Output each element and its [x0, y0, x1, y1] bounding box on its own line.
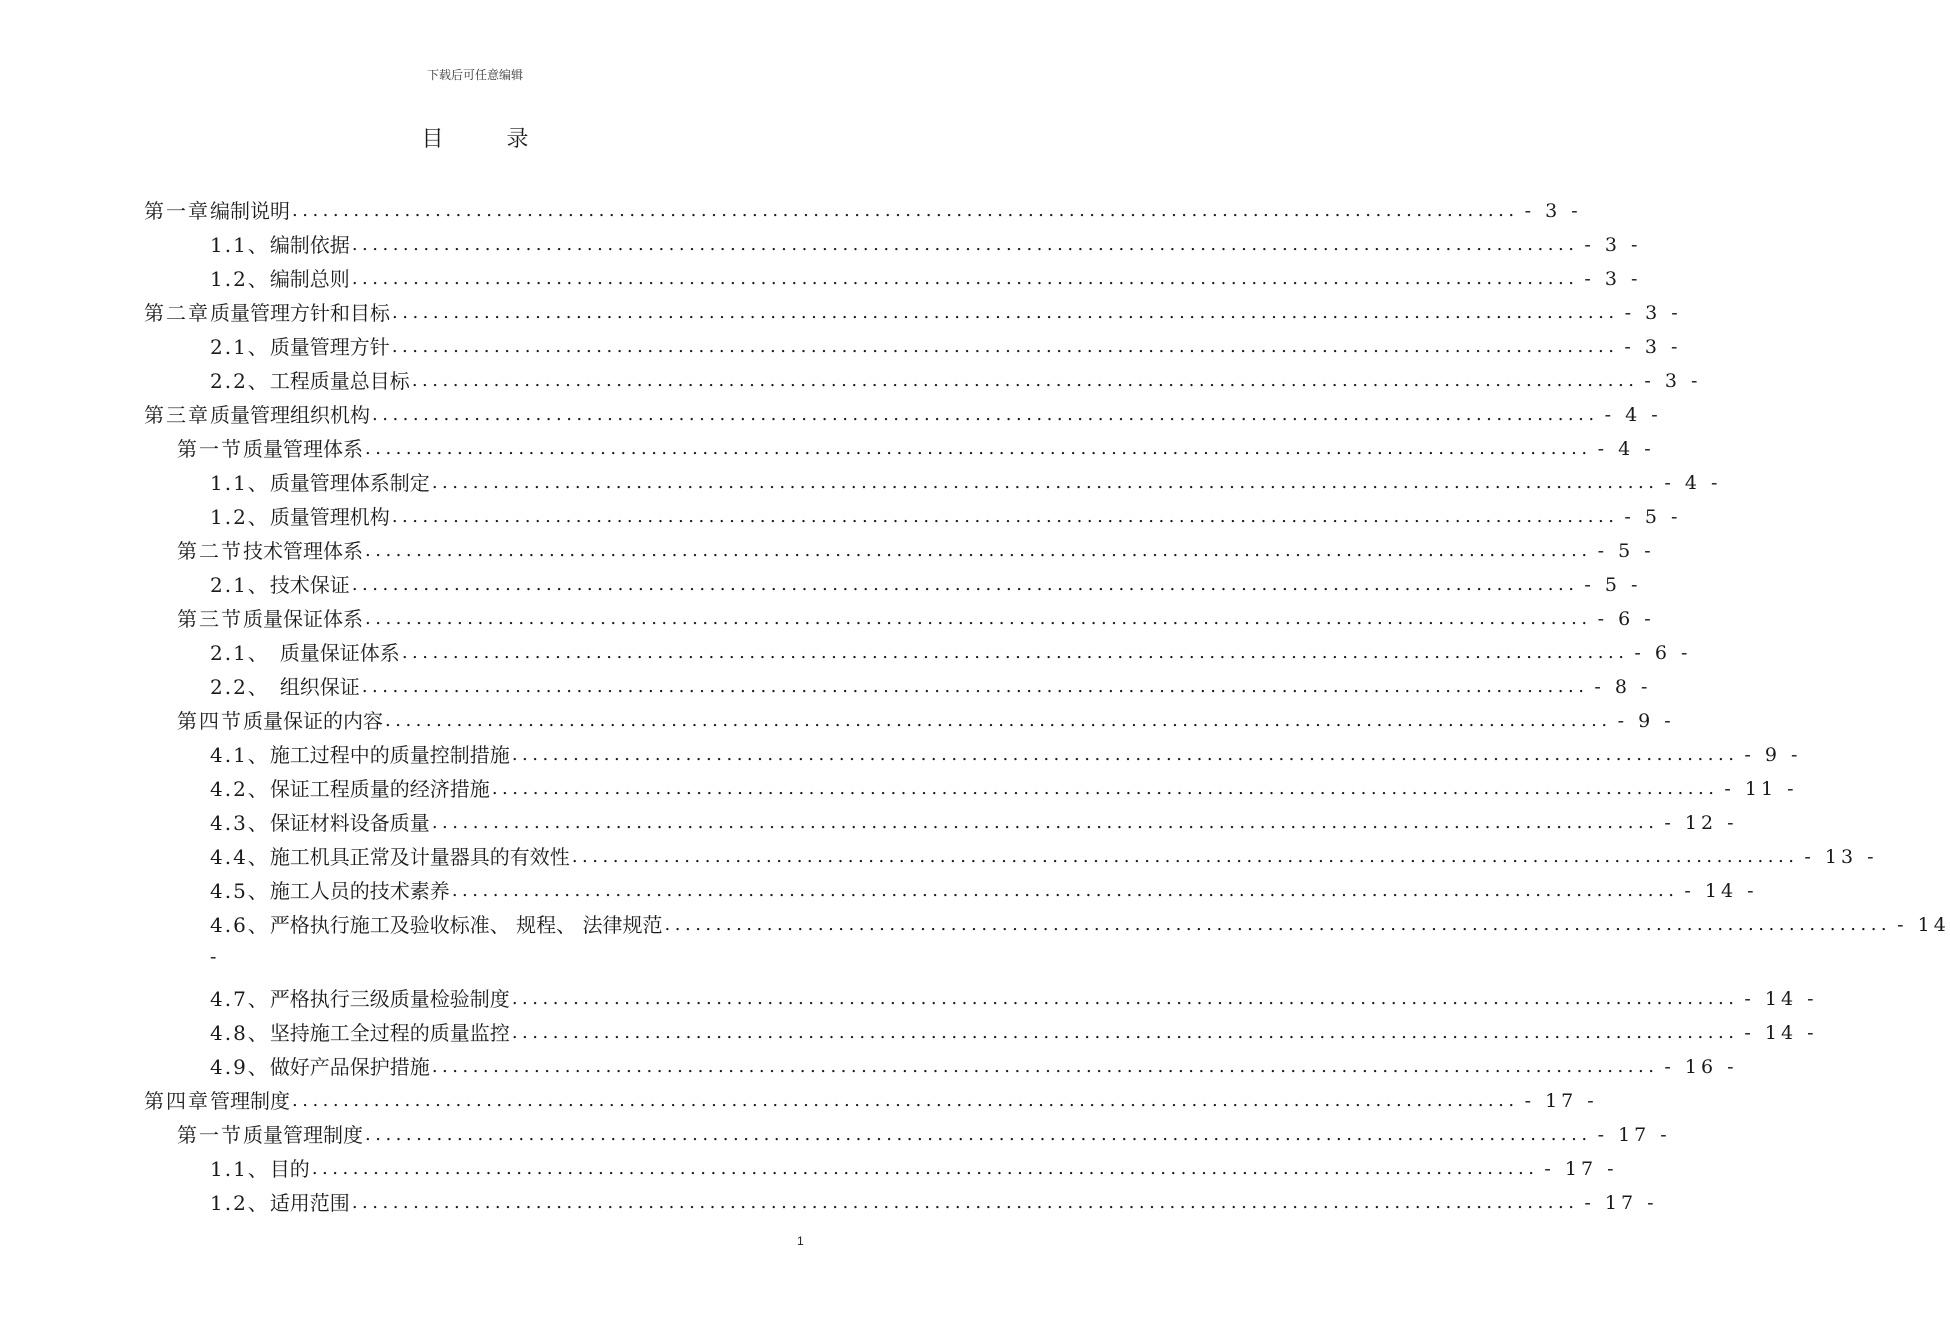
toc-dot-leader: ........................................................................................................................ — [351, 1192, 1579, 1213]
toc-page-ref: - 14 - — [1684, 880, 1758, 902]
toc-entry-number: 2.1、 — [210, 335, 270, 359]
toc-entry-number: 2.1、 — [210, 641, 270, 665]
toc-page-ref: - 5 - — [1624, 506, 1682, 528]
toc-dot-leader: ........................................................................................................................ — [292, 1090, 1519, 1111]
toc-entry-title: 做好产品保护措施 — [269, 1055, 430, 1079]
toc-dot-leader: ........................................................................................................................ — [431, 472, 1659, 493]
toc-entry-title: 严格执行施工及验收标准、 规程、 法律规范 — [269, 913, 663, 937]
toc-entry-number: 第二章 — [144, 301, 210, 325]
toc-page-ref: - 17 - — [1597, 1124, 1671, 1146]
toc-dot-leader: ........................................................................................................................ — [365, 1124, 1592, 1145]
toc-entry[interactable] — [177, 1118, 1671, 1152]
toc-page-ref: - 13 - — [1804, 846, 1878, 868]
toc-entry[interactable] — [144, 1084, 1598, 1118]
toc-dot-leader: ........................................................................................................................ — [351, 268, 1579, 289]
toc-entry-number: 2.1、 — [210, 573, 270, 597]
toc-page-ref: - 8 - — [1594, 676, 1652, 698]
toc-entry-title: 管理制度 — [210, 1089, 290, 1113]
toc-dot-leader: ........................................................................................................................ — [664, 914, 1892, 935]
toc-dot-leader: ........................................................................................................................ — [511, 1022, 1739, 1043]
toc-dot-leader: ........................................................................................................................ — [365, 438, 1592, 459]
header-note: 下载后可任意编辑 — [426, 68, 523, 82]
toc-page-ref: - 5 - — [1597, 540, 1655, 562]
toc-page-ref: - 6 - — [1634, 642, 1692, 664]
toc-dot-leader: ........................................................................................................................ — [431, 812, 1659, 833]
toc-entry-number: 第三节 — [177, 607, 243, 631]
toc-entry-number: 1.2、 — [210, 1191, 270, 1215]
toc-entry-number: 2.2、 — [210, 675, 270, 699]
toc-entry[interactable] — [210, 772, 1798, 806]
toc-page-ref: - 17 - — [1584, 1192, 1658, 1214]
toc-page-ref: - 12 - — [1664, 812, 1738, 834]
toc-page-ref: - 3 - — [1624, 336, 1682, 358]
toc-entry[interactable] — [210, 262, 1642, 296]
toc-entry[interactable] — [144, 296, 1682, 330]
toc-dot-leader: ........................................................................................................................ — [385, 710, 1612, 731]
toc-entry[interactable] — [210, 982, 1818, 1016]
toc-entry[interactable] — [210, 330, 1682, 364]
toc-page-ref: - 4 - — [1597, 438, 1655, 460]
toc-entry[interactable] — [210, 500, 1682, 534]
toc-entry-number: 1.1、 — [210, 1157, 270, 1181]
toc-entry-number: 第一节 — [177, 437, 243, 461]
toc-entry[interactable] — [210, 1152, 1618, 1186]
toc-entry-number: 4.8、 — [210, 1021, 270, 1045]
toc-entry[interactable] — [177, 534, 1655, 568]
toc-entry[interactable] — [210, 874, 1758, 908]
toc-entry-title: 施工人员的技术素养 — [269, 879, 450, 903]
toc-entry-title: 施工过程中的质量控制措施 — [269, 743, 510, 767]
toc-dot-leader: ........................................................................................................................ — [351, 574, 1579, 595]
toc-entry[interactable] — [144, 194, 1582, 228]
toc-entry-number: 第三章 — [144, 403, 210, 427]
toc-page-ref: - 16 - — [1664, 1056, 1738, 1078]
toc-entry[interactable] — [177, 602, 1655, 636]
toc-entry-number: 4.4、 — [210, 845, 270, 869]
toc-entry[interactable] — [210, 670, 1652, 704]
toc-entry[interactable] — [144, 398, 1662, 432]
toc-entry-title: 适用范围 — [269, 1191, 350, 1215]
toc-entry-number: 4.5、 — [210, 879, 270, 903]
toc-entry[interactable] — [210, 466, 1722, 500]
toc-entry-number: 4.6、 — [210, 913, 270, 937]
toc-entry[interactable] — [210, 1050, 1738, 1084]
toc-page-ref-wrap: - — [210, 946, 217, 968]
toc-page-ref: - 4 - — [1604, 404, 1662, 426]
toc-entry[interactable] — [210, 908, 1950, 942]
toc-entry[interactable] — [210, 568, 1642, 602]
toc-dot-leader: ........................................................................................................................ — [391, 336, 1619, 357]
toc-dot-leader: ........................................................................................................................ — [401, 642, 1629, 663]
toc-dot-leader: ........................................................................................................................ — [372, 404, 1599, 425]
toc-title: 目 录 — [421, 127, 557, 152]
toc-entry[interactable] — [177, 432, 1655, 466]
toc-entry[interactable] — [210, 806, 1738, 840]
toc-entry-title: 技术保证 — [269, 573, 350, 597]
toc-entry-number: 第四节 — [177, 709, 243, 733]
toc-entry[interactable] — [210, 1016, 1818, 1050]
toc-entry-number: 第二节 — [177, 539, 243, 563]
toc-entry[interactable] — [210, 1186, 1658, 1220]
toc-page-ref: - 14 - — [1744, 988, 1818, 1010]
toc-entry-number: 第一节 — [177, 1123, 243, 1147]
toc-entry-number: 1.1、 — [210, 233, 270, 257]
toc-entry-title: 质量保证体系 — [279, 641, 400, 665]
toc-page-ref: - 3 - — [1584, 234, 1642, 256]
toc-dot-leader: ........................................................................................................................ — [361, 676, 1589, 697]
toc-entry-title: 严格执行三级质量检验制度 — [269, 987, 510, 1011]
toc-page-ref: - 4 - — [1664, 472, 1722, 494]
toc-entry-title: 组织保证 — [279, 675, 360, 699]
toc-dot-leader: ........................................................................................................................ — [511, 744, 1739, 765]
toc-dot-leader: ........................................................................................................................ — [411, 370, 1639, 391]
toc-entry-title: 质量管理体系 — [243, 437, 363, 461]
toc-page-ref: - 14 - — [1744, 1022, 1818, 1044]
toc-entry-title: 质量管理组织机构 — [210, 403, 370, 427]
toc-page-ref: - 3 - — [1644, 370, 1702, 392]
toc-entry-title: 编制依据 — [269, 233, 350, 257]
toc-dot-leader: ........................................................................................................................ — [392, 302, 1619, 323]
toc-entry-number: 4.7、 — [210, 987, 270, 1011]
toc-entry-title: 质量管理制度 — [243, 1123, 363, 1147]
page-number: 1 — [797, 1234, 804, 1248]
toc-dot-leader: ........................................................................................................................ — [451, 880, 1679, 901]
toc-entry-title: 质量管理机构 — [269, 505, 390, 529]
toc-entry-number: 4.3、 — [210, 811, 270, 835]
toc-dot-leader: ........................................................................................................................ — [391, 506, 1619, 527]
toc-entry-number: 1.2、 — [210, 505, 270, 529]
toc-dot-leader: ........................................................................................................................ — [311, 1158, 1539, 1179]
toc-entry-title: 保证材料设备质量 — [269, 811, 430, 835]
toc-entry-title: 质量保证的内容 — [243, 709, 383, 733]
toc-dot-leader: ........................................................................................................................ — [571, 846, 1799, 867]
toc-entry-title: 质量管理体系制定 — [269, 471, 430, 495]
toc-entry-title: 保证工程质量的经济措施 — [269, 777, 490, 801]
toc-entry-title: 质量保证体系 — [243, 607, 363, 631]
toc-page-ref: - 17 - — [1524, 1090, 1598, 1112]
toc-entry-title: 编制总则 — [269, 267, 350, 291]
toc-entry-number: 1.1、 — [210, 471, 270, 495]
toc-entry[interactable] — [210, 228, 1642, 262]
toc-entry[interactable] — [210, 364, 1702, 398]
toc-entry-number: 4.9、 — [210, 1055, 270, 1079]
toc-page-ref: - 11 - — [1724, 778, 1798, 800]
toc-dot-leader: ........................................................................................................................ — [292, 200, 1519, 221]
toc-entry-title: 技术管理体系 — [243, 539, 363, 563]
toc-page-ref: - 9 - — [1617, 710, 1675, 732]
toc-page-ref: - 3 - — [1584, 268, 1642, 290]
toc-entry-number: 1.2、 — [210, 267, 270, 291]
toc-page-ref: - 6 - — [1597, 608, 1655, 630]
toc-page-ref: - 3 - — [1524, 200, 1582, 222]
toc-dot-leader: ........................................................................................................................ — [491, 778, 1719, 799]
toc-entry-title: 质量管理方针和目标 — [210, 301, 390, 325]
toc-entry-title: 施工机具正常及计量器具的有效性 — [269, 845, 570, 869]
toc-entry-title: 质量管理方针 — [269, 335, 390, 359]
toc-dot-leader: ........................................................................................................................ — [365, 540, 1592, 561]
toc-page-ref: - 3 - — [1624, 302, 1682, 324]
toc-entry[interactable] — [210, 738, 1802, 772]
toc-dot-leader: ........................................................................................................................ — [351, 234, 1579, 255]
toc-entry-number: 第四章 — [144, 1089, 210, 1113]
toc-entry-title: 编制说明 — [210, 199, 290, 223]
toc-dot-leader: ........................................................................................................................ — [365, 608, 1592, 629]
toc-entry[interactable] — [210, 636, 1692, 670]
toc-page-ref: - 5 - — [1584, 574, 1642, 596]
toc-entry-title: 工程质量总目标 — [269, 369, 410, 393]
toc-dot-leader: ........................................................................................................................ — [511, 988, 1739, 1009]
toc-page-ref: - 17 - — [1544, 1158, 1618, 1180]
toc-entry-number: 第一章 — [144, 199, 210, 223]
toc-entry-number: 4.2、 — [210, 777, 270, 801]
toc-entry-title: 目的 — [269, 1157, 310, 1181]
toc-dot-leader: ........................................................................................................................ — [431, 1056, 1659, 1077]
toc-entry-title: 坚持施工全过程的质量监控 — [269, 1021, 510, 1045]
toc-entry-number: 2.2、 — [210, 369, 270, 393]
toc-entry[interactable] — [210, 840, 1878, 874]
toc-page-ref: - 14 — [1897, 914, 1950, 936]
toc-entry[interactable] — [177, 704, 1675, 738]
toc-entry-number: 4.1、 — [210, 743, 270, 767]
toc-page-ref: - 9 - — [1744, 744, 1802, 766]
